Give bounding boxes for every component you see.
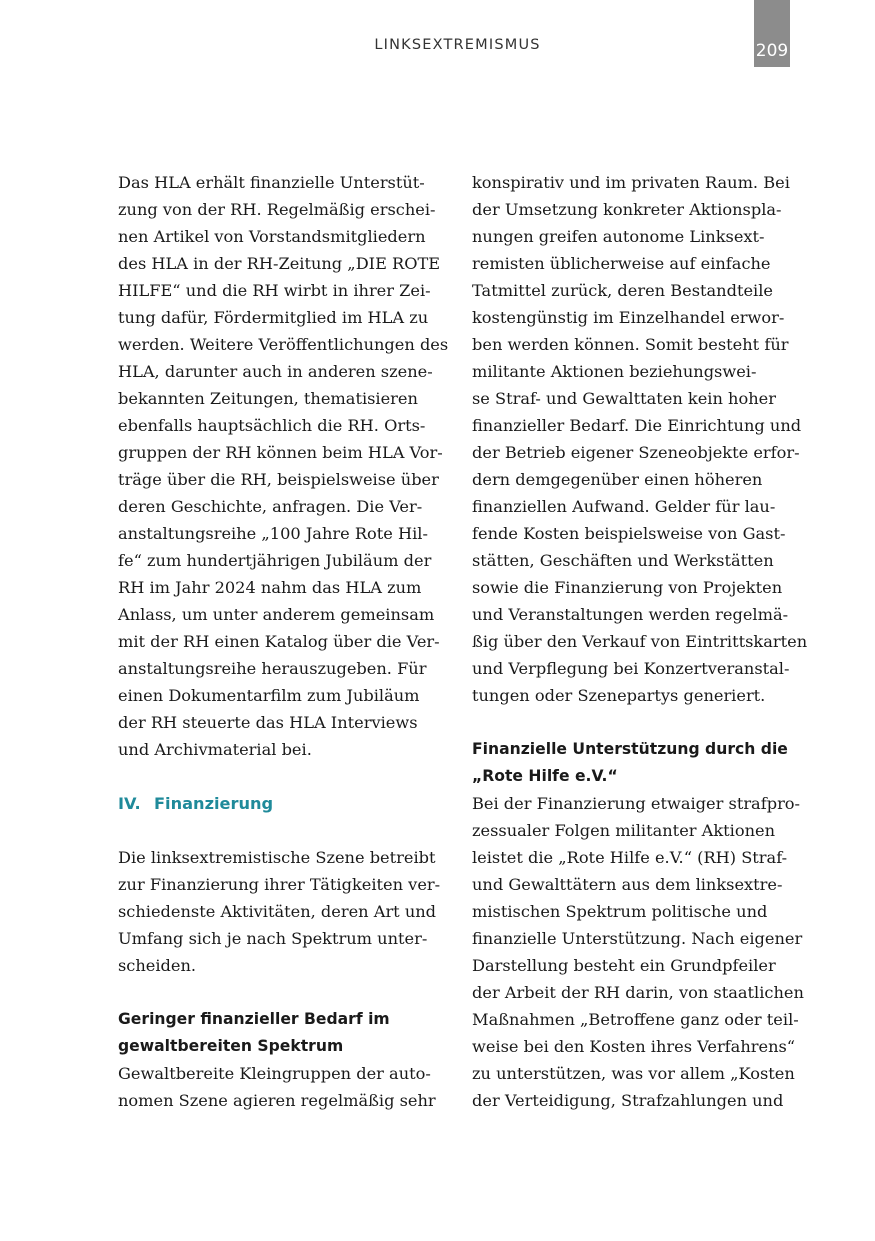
- paragraph-small-groups: [118, 1060, 458, 1114]
- text-line: finanziellen Aufwand. Gelder für lau-: [472, 497, 776, 516]
- text-line: schiedenste Aktivitäten, deren Art und: [118, 902, 437, 921]
- text-line: ebenfalls hauptsächlich die RH. Orts-: [118, 416, 426, 435]
- text-line: zur Finanzierung ihrer Tätigkeiten ver-: [118, 875, 441, 894]
- text-line: Finanzielle Unterstützung durch die: [472, 740, 788, 758]
- paragraph-rote-hilfe: [472, 790, 817, 1114]
- text-line: und Veranstaltungen werden regelmä-: [472, 605, 789, 624]
- text-line: kostengünstig im Einzelhandel erwor-: [472, 308, 785, 327]
- text-line: zessualer Folgen militanter Aktionen: [472, 821, 776, 840]
- text-line: der Umsetzung konkreter Aktionspla-: [472, 200, 782, 219]
- text-line: deren Geschichte, anfragen. Die Ver-: [118, 497, 423, 516]
- text-line: stätten, Geschäften und Werkstätten: [472, 551, 774, 570]
- text-line: zu unterstützen, was vor allem „Kosten: [472, 1064, 795, 1083]
- text-line: scheiden.: [118, 956, 197, 975]
- text-line: RH im Jahr 2024 nahm das HLA zum: [118, 578, 422, 597]
- page-number-tab: [754, 0, 790, 67]
- text-line: Geringer finanzieller Bedarf im: [118, 1010, 390, 1028]
- paragraph-conspiratorial: [472, 169, 817, 709]
- subheading-rote-hilfe: [472, 736, 817, 790]
- text-line: der RH steuerte das HLA Interviews: [118, 713, 418, 732]
- text-line: werden. Weitere Veröffentlichungen des: [118, 335, 449, 354]
- text-line: Maßnahmen „Betroffene ganz oder teil-: [472, 1010, 799, 1029]
- text-line: ßig über den Verkauf von Eintrittskarten: [472, 632, 808, 651]
- text-line: Gewaltbereite Kleingruppen der auto-: [118, 1064, 431, 1083]
- text-line: HILFE“ und die RH wirbt in ihrer Zei-: [118, 281, 431, 300]
- text-line: tungen oder Szenepartys generiert.: [472, 686, 766, 705]
- section-heading: [118, 790, 458, 817]
- text-line: des HLA in der RH-Zeitung „DIE ROTE: [118, 254, 441, 273]
- text-line: anstaltungsreihe „100 Jahre Rote Hil-: [118, 524, 428, 543]
- text-line: und Archivmaterial bei.: [118, 740, 312, 759]
- text-line: mistischen Spektrum politische und: [472, 902, 768, 921]
- text-line: anstaltungsreihe herauszugeben. Für: [118, 659, 427, 678]
- paragraph-financing-intro: [118, 844, 458, 979]
- text-line: dern demgegenüber einen höheren: [472, 470, 763, 489]
- text-line: nen Artikel von Vorstandsmitgliedern: [118, 227, 426, 246]
- text-line: der Arbeit der RH darin, von staatlichen: [472, 983, 804, 1002]
- text-line: HLA, darunter auch in anderen szene-: [118, 362, 433, 381]
- text-line: Die linksextremistische Szene betreibt: [118, 848, 436, 867]
- text-line: weise bei den Kosten ihres Verfahrens“: [472, 1037, 796, 1056]
- text-line: Bei der Finanzierung etwaiger strafpro-: [472, 794, 801, 813]
- text-line: nungen greifen autonome Linksext-: [472, 227, 765, 246]
- text-line: fe“ zum hundertjährigen Jubiläum der: [118, 551, 432, 570]
- text-line: sowie die Finanzierung von Projekten: [472, 578, 783, 597]
- text-line: Das HLA erhält finanzielle Unterstüt-: [118, 173, 425, 192]
- text-line: zung von der RH. Regelmäßig erschei-: [118, 200, 436, 219]
- text-line: militante Aktionen beziehungswei-: [472, 362, 757, 381]
- text-line: Anlass, um unter anderem gemeinsam: [118, 605, 435, 624]
- text-line: und Verpflegung bei Konzertveranstal-: [472, 659, 790, 678]
- text-line: bekannten Zeitungen, thematisieren: [118, 389, 418, 408]
- text-line: der Verteidigung, Strafzahlungen und: [472, 1091, 784, 1110]
- text-line: nomen Szene agieren regelmäßig sehr: [118, 1091, 436, 1110]
- page-number: 209: [755, 41, 789, 61]
- text-line: gewaltbereiten Spektrum: [118, 1037, 344, 1055]
- text-line: tung dafür, Fördermitglied im HLA zu: [118, 308, 429, 327]
- text-line: gruppen der RH können beim HLA Vor-: [118, 443, 443, 462]
- text-line: einen Dokumentarfilm zum Jubiläum: [118, 686, 420, 705]
- text-line: mit der RH einen Katalog über die Ver-: [118, 632, 440, 651]
- text-line: finanzielle Unterstützung. Nach eigener: [472, 929, 803, 948]
- section-number: IV.: [118, 794, 141, 813]
- text-line: se Straf- und Gewalttaten kein hoher: [472, 389, 776, 408]
- text-line: leistet die „Rote Hilfe e.V.“ (RH) Straf-: [472, 848, 788, 867]
- text-line: ben werden können. Somit besteht für: [472, 335, 789, 354]
- text-line: Umfang sich je nach Spektrum unter-: [118, 929, 428, 948]
- text-line: fende Kosten beispielsweise von Gast-: [472, 524, 786, 543]
- subheading-low-financial-need: [118, 1006, 458, 1060]
- left-column: [118, 169, 458, 1114]
- right-column: [472, 169, 817, 1114]
- text-line: und Gewalttätern aus dem linksextre-: [472, 875, 783, 894]
- text-line: konspirativ und im privaten Raum. Bei: [472, 173, 790, 192]
- text-line: Darstellung besteht ein Grundpfeiler: [472, 956, 776, 975]
- text-line: Tatmittel zurück, deren Bestandteile: [472, 281, 773, 300]
- text-line: träge über die RH, beispielsweise über: [118, 470, 439, 489]
- section-title: Finanzierung: [154, 794, 274, 813]
- text-line: der Betrieb eigener Szeneobjekte erfor-: [472, 443, 800, 462]
- text-line: finanzieller Bedarf. Die Einrichtung und: [472, 416, 802, 435]
- text-line: remisten üblicherweise auf einfache: [472, 254, 771, 273]
- paragraph-hla-support: [118, 169, 458, 763]
- running-title: LINKSEXTREMISMUS: [374, 37, 541, 53]
- text-line: „Rote Hilfe e.V.“: [472, 767, 618, 785]
